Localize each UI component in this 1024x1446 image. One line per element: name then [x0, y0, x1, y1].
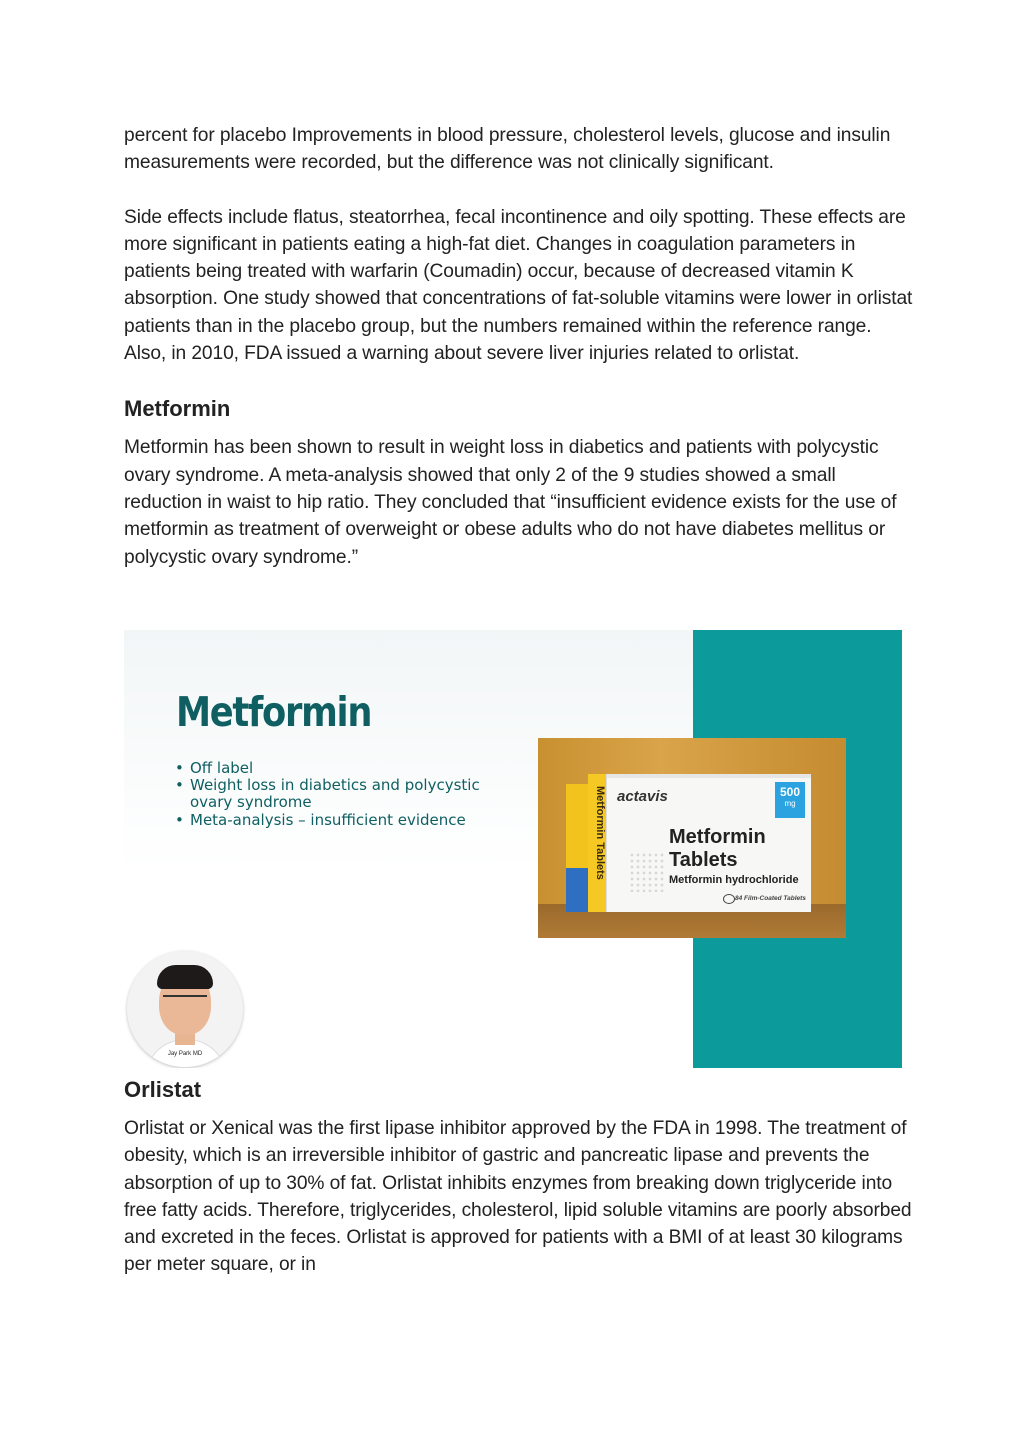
- paragraph-orlistat-results: percent for placebo Improvements in blood pressure, cholesterol levels, glucose and insulin measurements were recorded, but the difference was not clinically significant.: [124, 125, 891, 174]
- slide-bullet-list: [175, 759, 520, 829]
- box-brand: actavis: [617, 788, 668, 805]
- slide-bullet: • Off label: [175, 759, 254, 777]
- slide-bullet: • Weight loss in diabetics and polycystic ovary syndrome: [175, 776, 480, 812]
- paragraph-orlistat: Orlistat or Xenical was the first lipase inhibitor approved by the FDA in 1998. The treatment of obesity, which is an irreversible inhibitor of gastric and pancreatic lipase and prevents the absorption of up to 30% of fat. Orlistat inhibits enzymes from breaking down triglyceride into free fatty acids. Therefore, triglycerides, cholesterol, lipid soluble vitamins are poorly absorbed and excreted in the feces. Orlistat is approved for patients with a BMI of at least 30 kilograms per meter square, or in: [124, 1118, 912, 1276]
- paragraph-side-effects: Side effects include flatus, steatorrhea, fecal incontinence and oily spotting. These effects are more significant in patients eating a high-fat diet. Changes in coagulation parameters in patients being treated with warfarin (Coumadin) occur, because of decreased vitamin K absorption. One study showed that concentrations of fat-soluble vitamins were lower in orlistat patients than in the placebo group, but the numbers remained within the reference range. Also, in 2010, FDA issued a warning about severe liver injuries related to orlistat.: [124, 206, 913, 365]
- box-tablet-count: 84 Film-Coated Tablets: [735, 895, 806, 902]
- box-side-stripe: [566, 868, 588, 912]
- box-product-subtitle: Metformin hydrochloride: [669, 874, 799, 886]
- box-front: [606, 774, 811, 912]
- heading-metformin: Metformin: [124, 396, 231, 422]
- box-spine-label: Metformin Tablets: [594, 786, 606, 880]
- document-lower: [124, 1076, 914, 1279]
- box-strength-badge: 500 mg: [775, 782, 805, 818]
- heading-orlistat: Orlistat: [124, 1077, 202, 1102]
- pill-icon: [723, 894, 735, 904]
- presenter-avatar: [127, 951, 243, 1067]
- metformin-box-photo: [538, 738, 846, 938]
- slide-bullet: • Meta-analysis – insufficient evidence: [175, 810, 466, 829]
- slide-title: Metformin: [176, 688, 372, 736]
- paragraph-metformin: Metformin has been shown to result in weight loss in diabetics and patients with polycystic ovary syndrome. A meta-analysis showed that only 2 of the 9 studies showed a small reduction in waist to hip ratio. They concluded that “insufficient evidence exists for the use of metformin as treatment of overweight or obese adults who do not have diabetes mellitus or polycystic ovary syndrome.”: [124, 437, 897, 568]
- braille-dots: [629, 852, 665, 892]
- document-upper: [124, 122, 914, 571]
- presenter-caption: Jay Park MD: [167, 1051, 203, 1057]
- box-product-name: Metformin Tablets: [669, 826, 766, 871]
- metformin-slide-image: [124, 630, 902, 1068]
